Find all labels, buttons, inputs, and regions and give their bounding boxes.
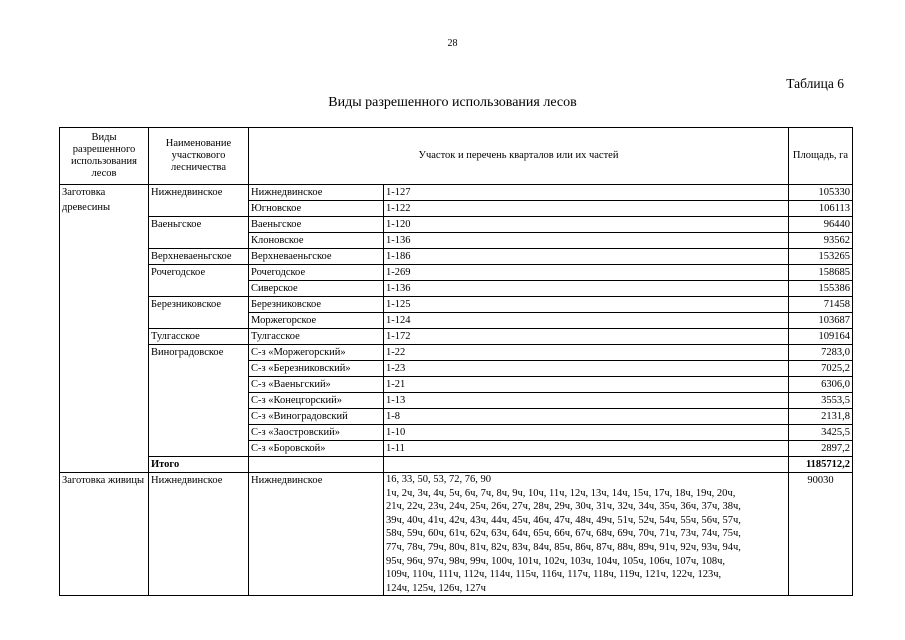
plot-cell: Клоновское <box>249 233 384 249</box>
total-area: 1185712,2 <box>789 457 853 473</box>
area-cell: 7025,2 <box>789 361 853 377</box>
quarters-cell: 1-23 <box>384 361 789 377</box>
quarters-line: 39ч, 40ч, 41ч, 42ч, 43ч, 44ч, 45ч, 46ч, 47ч, 48ч, 49ч, 51ч, 52ч, 54ч, 55ч, 56ч, 57ч, <box>386 514 741 526</box>
plot-cell: Югновское <box>249 201 384 217</box>
quarters-cell: 1-8 <box>384 409 789 425</box>
table-row <box>60 345 853 361</box>
header-plot-quarters: Участок и перечень кварталов или их частей <box>249 128 789 185</box>
quarters-cell: 1-172 <box>384 329 789 345</box>
table-row <box>60 297 853 313</box>
quarters-cell: 1-136 <box>384 281 789 297</box>
area-cell: 7283,0 <box>789 345 853 361</box>
plot-cell: Рочегодское <box>249 265 384 281</box>
forest-use-table <box>59 127 853 596</box>
quarters-list-cell <box>384 473 789 596</box>
area-cell: 6306,0 <box>789 377 853 393</box>
quarters-cell: 1-22 <box>384 345 789 361</box>
quarters-cell: 1-124 <box>384 313 789 329</box>
header-row <box>60 128 853 185</box>
forestry-cell: Нижнедвинское <box>149 473 249 596</box>
use-type-cell: Заготовка живицы <box>60 473 149 596</box>
plot-cell: С-з «Заостровский» <box>249 425 384 441</box>
quarters-cell: 1-122 <box>384 201 789 217</box>
area-cell: 2897,2 <box>789 441 853 457</box>
area-cell: 105330 <box>789 185 853 201</box>
total-empty-plot <box>249 457 384 473</box>
plot-cell: С-з «Боровской» <box>249 441 384 457</box>
header-area: Площадь, га <box>789 128 853 185</box>
forestry-cell: Березниковское <box>149 297 249 329</box>
plot-cell: С-з «Моржегорский» <box>249 345 384 361</box>
header-forestry: Наименование участкового лесничества <box>149 128 249 185</box>
plot-cell: С-з «Ваеньгский» <box>249 377 384 393</box>
document-title: Виды разрешенного использования лесов <box>328 95 577 110</box>
quarters-cell: 1-10 <box>384 425 789 441</box>
quarters-cell: 1-186 <box>384 249 789 265</box>
total-empty-quarters <box>384 457 789 473</box>
quarters-cell: 1-120 <box>384 217 789 233</box>
plot-cell: Нижнедвинское <box>249 185 384 201</box>
forestry-cell: Верхневаеньгское <box>149 249 249 265</box>
area-cell: 96440 <box>789 217 853 233</box>
table-row <box>60 217 853 233</box>
quarters-cell: 1-125 <box>384 297 789 313</box>
total-label: Итого <box>149 457 249 473</box>
plot-cell: Тулгасское <box>249 329 384 345</box>
area-cell: 3553,5 <box>789 393 853 409</box>
quarters-line: 58ч, 59ч, 60ч, 61ч, 62ч, 63ч, 64ч, 65ч, 66ч, 67ч, 68ч, 69ч, 70ч, 71ч, 73ч, 74ч, 75ч, <box>386 528 741 540</box>
quarters-cell: 1-11 <box>384 441 789 457</box>
quarters-cell: 1-269 <box>384 265 789 281</box>
quarters-line: 124ч, 125ч, 126ч, 127ч <box>386 582 486 594</box>
table-body <box>60 185 853 596</box>
plot-cell: Нижнедвинское <box>249 473 384 596</box>
area-cell: 109164 <box>789 329 853 345</box>
area-cell: 3425,5 <box>789 425 853 441</box>
total-row <box>60 457 853 473</box>
forestry-cell: Нижнедвинское <box>149 185 249 217</box>
resin-row <box>60 473 853 596</box>
quarters-cell: 1-127 <box>384 185 789 201</box>
page-number: 28 <box>447 38 458 49</box>
area-cell: 103687 <box>789 313 853 329</box>
plot-cell: Верхневаеньгское <box>249 249 384 265</box>
quarters-line: 109ч, 110ч, 111ч, 112ч, 114ч, 115ч, 116ч, 117ч, 118ч, 119ч, 121ч, 122ч, 123ч, <box>386 569 722 581</box>
area-cell: 106113 <box>789 201 853 217</box>
quarters-line: 1ч, 2ч, 3ч, 4ч, 5ч, 6ч, 7ч, 8ч, 9ч, 10ч, 11ч, 12ч, 13ч, 14ч, 15ч, 17ч, 18ч, 19ч, 20ч, <box>386 487 736 499</box>
plot-cell: С-з «Конецгорский» <box>249 393 384 409</box>
quarters-line: 95ч, 96ч, 97ч, 98ч, 99ч, 100ч, 101ч, 102ч, 103ч, 104ч, 105ч, 106ч, 107ч, 108ч, <box>386 555 726 567</box>
plot-cell: С-з «Березниковский» <box>249 361 384 377</box>
quarters-cell: 1-21 <box>384 377 789 393</box>
plot-cell: Моржегорское <box>249 313 384 329</box>
table-row <box>60 249 853 265</box>
table-row <box>60 185 853 201</box>
area-cell: 93562 <box>789 233 853 249</box>
area-cell: 71458 <box>789 297 853 313</box>
plot-cell: С-з «Виноградовский <box>249 409 384 425</box>
forestry-cell: Тулгасское <box>149 329 249 345</box>
quarters-line: 16, 33, 50, 53, 72, 76, 90 <box>386 474 491 485</box>
quarters-cell: 1-13 <box>384 393 789 409</box>
area-cell: 155386 <box>789 281 853 297</box>
use-type-cell: Заготовка древесины <box>60 185 149 473</box>
table-row <box>60 265 853 281</box>
plot-cell: Березниковское <box>249 297 384 313</box>
table-label: Таблица 6 <box>786 76 844 91</box>
quarters-line: 77ч, 78ч, 79ч, 80ч, 81ч, 82ч, 83ч, 84ч, 85ч, 86ч, 87ч, 88ч, 89ч, 91ч, 92ч, 93ч, 94ч, <box>386 541 741 553</box>
area-cell: 2131,8 <box>789 409 853 425</box>
quarters-line: 21ч, 22ч, 23ч, 24ч, 25ч, 26ч, 27ч, 28ч, 29ч, 30ч, 31ч, 32ч, 34ч, 35ч, 36ч, 37ч, 38ч, <box>386 501 741 513</box>
quarters-cell: 1-136 <box>384 233 789 249</box>
plot-cell: Ваеньгское <box>249 217 384 233</box>
forestry-cell: Виноградовское <box>149 345 249 457</box>
plot-cell: Сиверское <box>249 281 384 297</box>
table-row <box>60 329 853 345</box>
area-cell: 90030 <box>789 473 853 596</box>
forestry-cell: Ваеньгское <box>149 217 249 249</box>
forestry-cell: Рочегодское <box>149 265 249 297</box>
header-use-type: Виды разрешенного использования лесов <box>60 128 149 185</box>
area-cell: 153265 <box>789 249 853 265</box>
area-cell: 158685 <box>789 265 853 281</box>
